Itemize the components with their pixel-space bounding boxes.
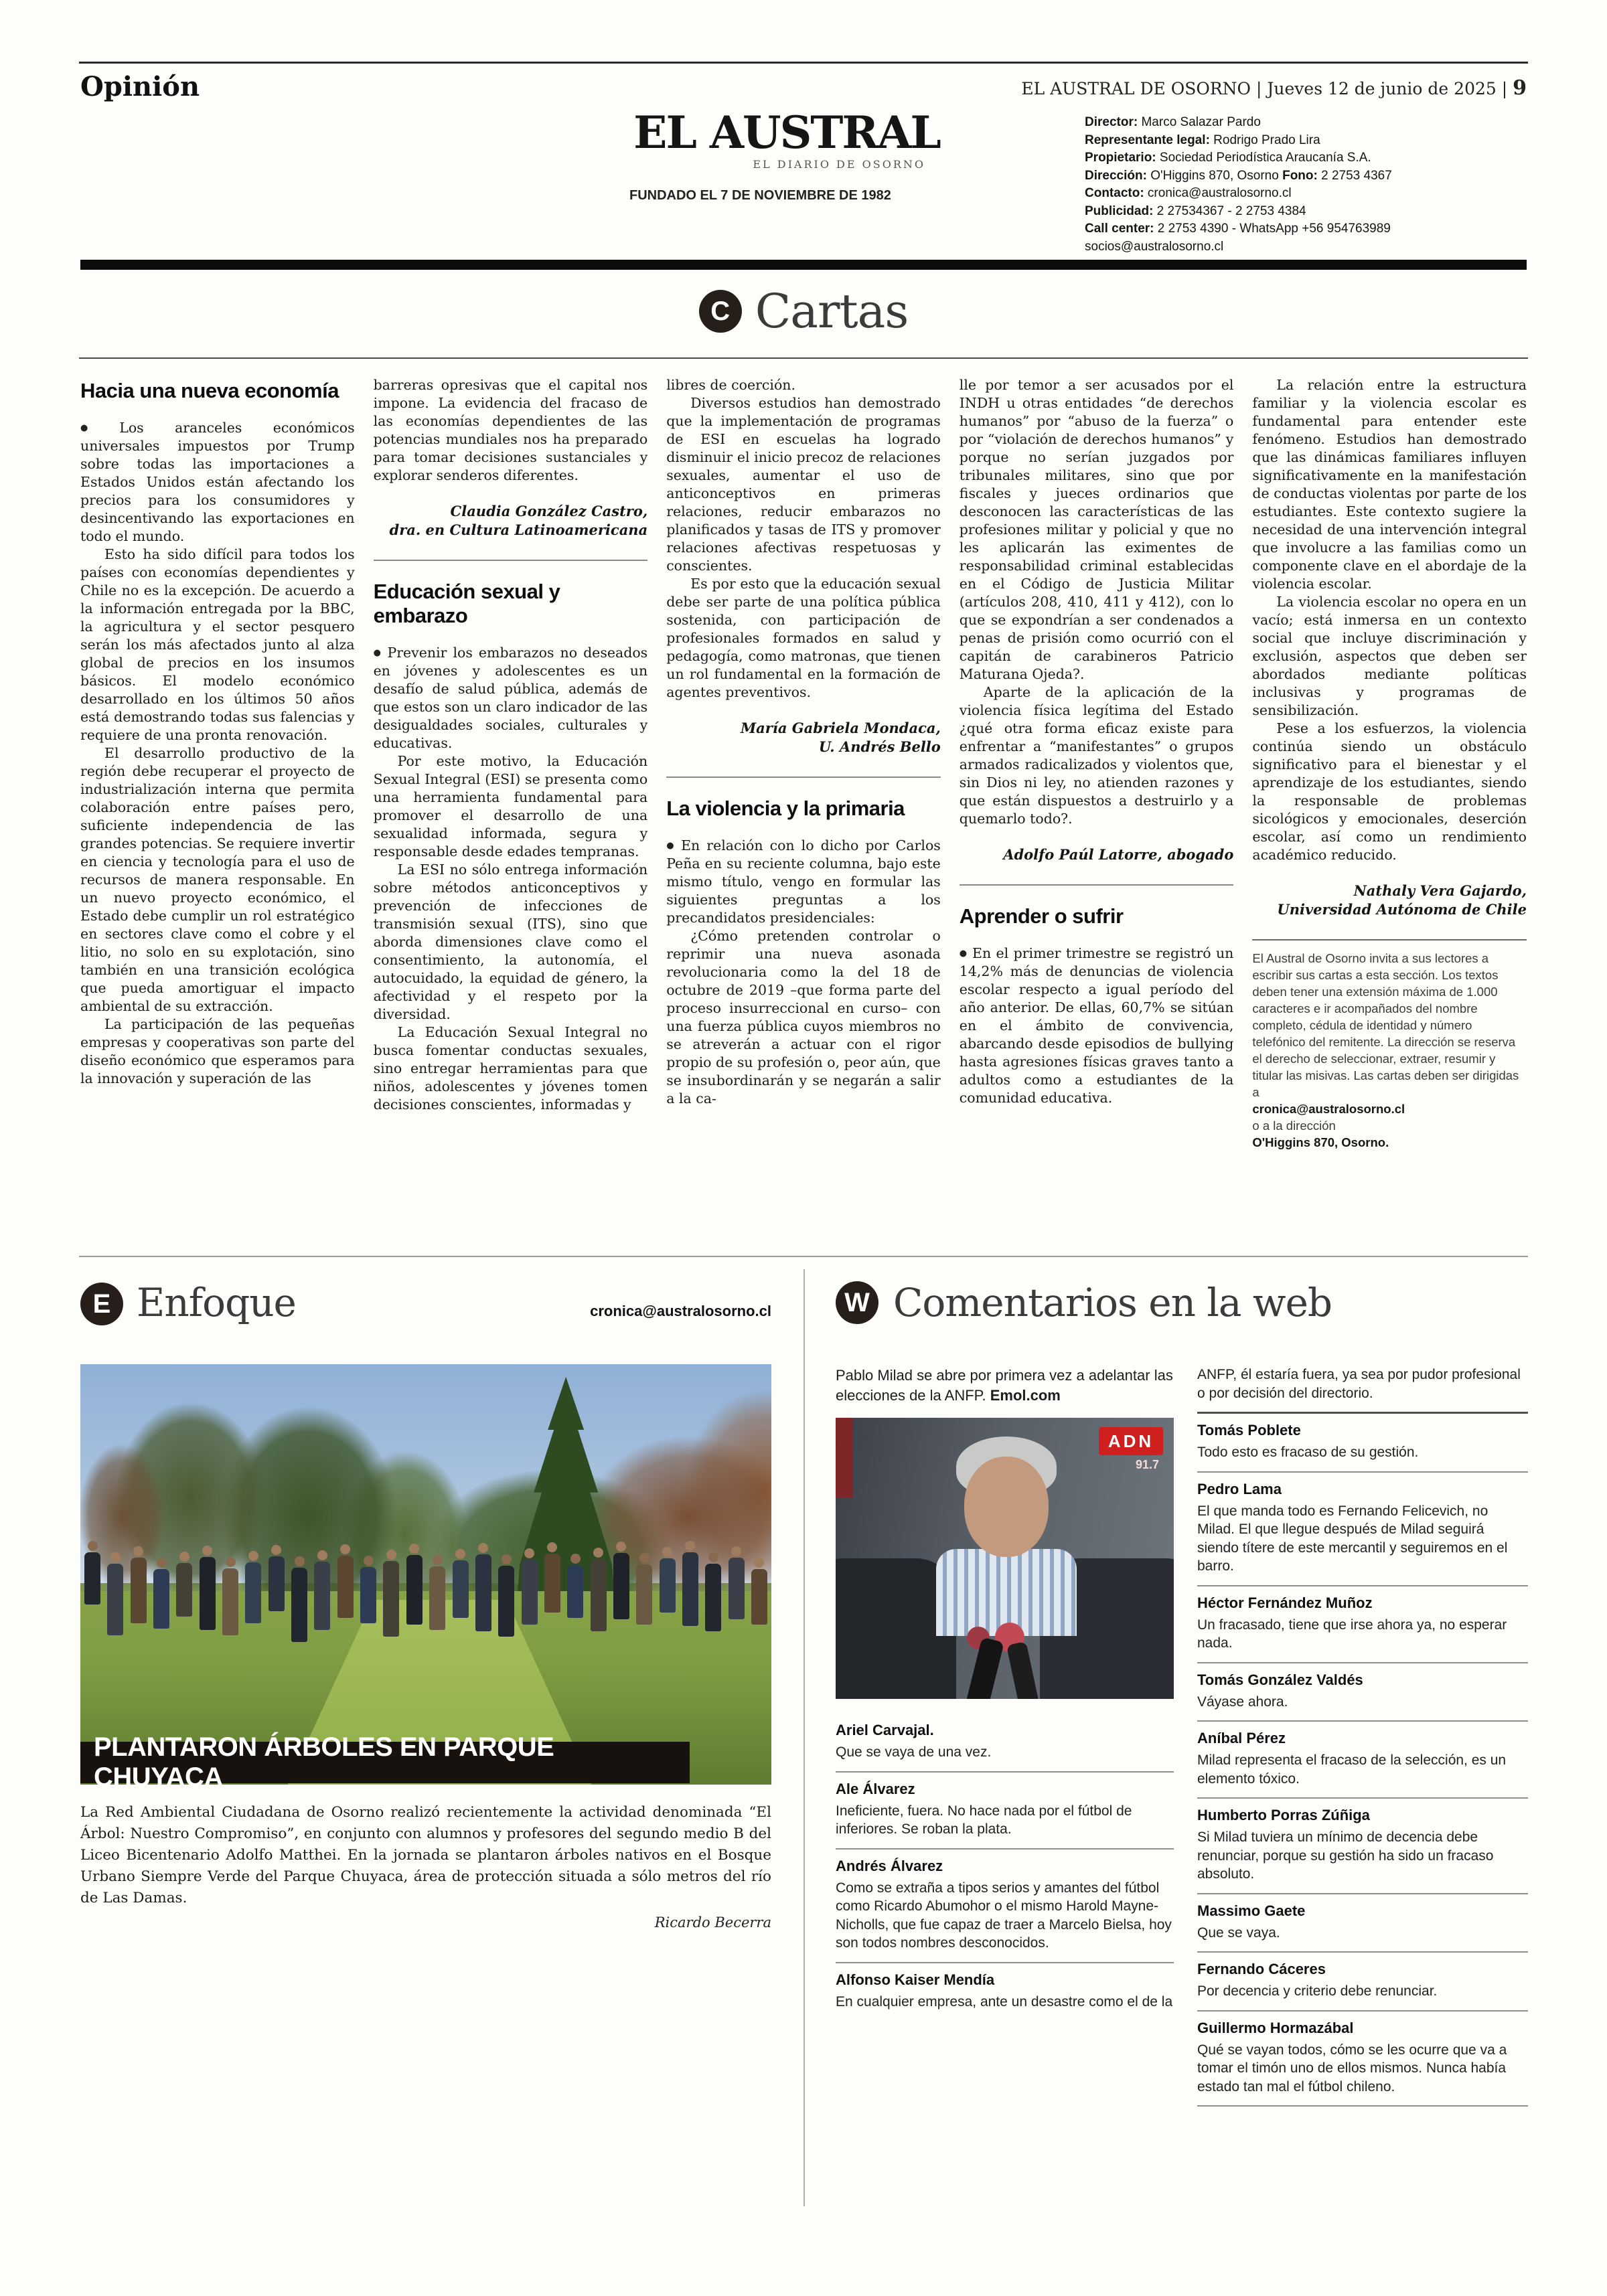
person-head <box>547 1542 557 1552</box>
person-head <box>133 1546 143 1556</box>
letter-signature <box>374 502 648 540</box>
comment-author: Fernando Cáceres <box>1197 1961 1326 1977</box>
separator: | <box>1496 79 1513 98</box>
person-body <box>429 1566 445 1630</box>
note-text: o a la dirección <box>1252 1119 1336 1133</box>
person-figure <box>544 1542 560 1613</box>
letter-title: La violencia y la primaria <box>666 797 905 820</box>
signature-line: U. Andrés Bello <box>818 738 941 755</box>
web-intro-text: Pablo Milad se abre por primera vez a adelantar las elecciones de la ANFP. <box>836 1367 1173 1404</box>
microphone-icon <box>1006 1641 1040 1699</box>
person-head <box>295 1556 305 1566</box>
photo-background-detail <box>836 1418 853 1498</box>
masthead-title: EL AUSTRAL <box>633 106 940 159</box>
letter-paragraph: Por este motivo, la Educación Sexual Integral (ESI) se presenta como una herramienta fundamental para promover el desarrollo de una sexualidad informada, segura y responsable desde edades tempranas. <box>373 753 648 859</box>
person-body <box>591 1559 607 1631</box>
paper-info-line <box>1085 167 1533 185</box>
person-head <box>502 1554 512 1564</box>
person-body <box>314 1562 330 1630</box>
person-head <box>202 1546 212 1556</box>
comment-text: Como se extraña a tipos serios y amantes del fútbol como Ricardo Abumohor o el mismo Harold Mayne-Nicholls, que fue capaz de traer a Marcelo Bielsa, hoy son todos nombres desconocidos. <box>836 1880 1172 1951</box>
person-body <box>729 1558 745 1619</box>
letter-paragraph: ● En relación con lo dicho por Carlos Peña en su reciente columna, bajo este mismo título, vengo en formular las siguientes preguntas a los precandidatos presidenciales: <box>666 837 941 926</box>
enfoque-text: La Red Ambiental Ciudadana de Osorno realizó recientemente la actividad denominada “El Árbol: Nuestro Compromiso”, en conjunto con alumnos y profesores del segundo medio B del Liceo Bicentenario Adolfo Matthei. En la jornada se plantaron árboles nativos en el Bosque Urbano Siempre Verde del Parque Chuyaca, área de protección situada a sólo metros del río de Las Damas. <box>80 1804 771 1906</box>
info-label: Dirección: <box>1085 168 1147 183</box>
comment-text: Por decencia y criterio debe renunciar. <box>1197 1983 1438 1999</box>
web-left-comments <box>836 1714 1174 2020</box>
person-figure <box>682 1541 698 1626</box>
info-value: socios@australosorno.cl <box>1085 239 1224 254</box>
info-label: Propietario: <box>1085 151 1156 165</box>
comment-text: Que se vaya. <box>1197 1924 1280 1941</box>
cartas-bottom-rule <box>79 1256 1528 1257</box>
separator: | <box>1251 79 1268 98</box>
bullet-icon: ● <box>959 949 968 959</box>
letter-signature <box>666 719 941 756</box>
letter-paragraph: ● Prevenir los embarazos no deseados en jóvenes y adolescentes es un desafío de salud pública, además de que estos son un claro indicador de las desigualdades sociales, culturales y educativas. <box>373 645 648 751</box>
letter-paragraph: El desarrollo productivo de la región debe recuperar el proyecto de industrialización interna que permita colaboración entre países pero, suficiente independencia de las grandes potencias. Se requiere invertir en ciencia y tecnología para el uso de recursos de manera responsable. En un nuevo proyecto económico, el Estado debe cumplir un rol estratégico en sectores clave como el cobre y el litio, no solo en su explotación, sino también en una transición ecológica que pueda amortiguar el impacto ambiental de su extracción. <box>80 745 355 1014</box>
person-head <box>593 1548 603 1558</box>
comment-item <box>836 1714 1174 1773</box>
info-value: Sociedad Periodística Araucanía S.A. <box>1156 151 1371 165</box>
person-body <box>176 1563 192 1617</box>
person-head <box>478 1543 488 1553</box>
milad-photo <box>836 1418 1174 1699</box>
person-body <box>200 1557 216 1630</box>
web-title: Comentarios en la web <box>893 1280 1332 1325</box>
person-figure <box>475 1543 491 1631</box>
enfoque-header <box>80 1280 771 1325</box>
person-figure <box>591 1548 607 1631</box>
letter-divider <box>374 560 648 561</box>
letter-paragraph: barreras opresivas que el capital nos impone. La evidencia del fracaso de las economías dependientes de las potencias mundiales nos ha preparado para tomar decisiones sustanciales y explorar senderos diferentes. <box>373 377 648 483</box>
comment-item <box>1197 1894 1528 1953</box>
info-label: Director: <box>1085 115 1138 129</box>
person-head <box>340 1544 350 1554</box>
person-figure <box>131 1546 147 1623</box>
photo-caption-bar: PLANTARON ÁRBOLES EN PARQUE CHUYACA <box>80 1742 690 1783</box>
person-figure <box>245 1551 261 1623</box>
letter-paragraph: lle por temor a ser acusados por el INDH u otras entidades “de derechos humanos” por “abuso de la fuerza” o por “violación de derechos humanos” y porque no serían juzgados por tribunales militares, sino que por fiscales y jueces ordinarios que desconocen las características de las profesiones militar y policial y que no les aplicarán las eximentes de responsabilidad criminal establecidas en el Código de Justicia Militar (artículos 208, 410, 411 y 412), con lo que se expondrían a ser condenados a penas de prisión como ocurrió con el capitán de carabineros Patricio Maturana Ojeda?. <box>959 377 1234 682</box>
signature-line: María Gabriela Mondaca, <box>740 720 941 736</box>
person-head <box>662 1547 672 1557</box>
person-body <box>544 1554 560 1613</box>
person-head <box>271 1545 281 1555</box>
enfoque-icon: E <box>80 1283 123 1325</box>
info-label: Call center: <box>1085 222 1154 236</box>
letter-paragraph: Diversos estudios han demostrado que la implementación de programas de ESI en escuelas ha logrado disminuir el inicio precoz de relaciones sexuales, aumentar el uso de anticonceptivos en primeras relaciones, reducir embarazos no planificados y tasas de ITS y promover relaciones afectivas respetuosas y conscientes. <box>666 395 941 574</box>
person-head <box>754 1558 764 1568</box>
comment-item <box>1197 1953 1528 2012</box>
web-intro-source: Emol.com <box>990 1387 1061 1404</box>
person-body <box>567 1565 583 1618</box>
person-body <box>751 1569 767 1625</box>
comment-author: Alfonso Kaiser Mendía <box>836 1971 995 1988</box>
person-body <box>291 1568 307 1642</box>
comment-item <box>1197 1414 1528 1473</box>
person-figure <box>613 1542 629 1619</box>
letter-divider <box>666 776 941 778</box>
letter-divider <box>960 884 1234 886</box>
comment-text: En cualquier empresa, ante un desastre como el de la <box>836 1993 1173 2010</box>
paper-info-line <box>1085 149 1533 167</box>
issue-line <box>1021 76 1527 100</box>
web-left-column <box>836 1366 1174 2020</box>
letter-paragraph: La Educación Sexual Integral no busca fomentar conductas sexuales, sino entregar herramientas para que niños, adolescentes y jóvenes tomen decisiones conscientes, informadas y <box>373 1024 648 1113</box>
person-head <box>708 1552 718 1562</box>
person-figure <box>406 1544 423 1625</box>
info-value: cronica@australosorno.cl <box>1144 186 1292 200</box>
masthead-founded: FUNDADO EL 7 DE NOVIEMBRE DE 1982 <box>629 188 891 203</box>
signature-line: Claudia González Castro, <box>450 503 648 519</box>
person-figure <box>567 1554 583 1618</box>
signature-line: Adolfo Paúl Latorre, abogado <box>1003 846 1234 863</box>
section-divider-bar <box>80 260 1527 270</box>
comment-item <box>1197 1473 1528 1586</box>
letter-paragraph: ¿Cómo pretenden controlar o reprimir una nueva asonada revolucionaria como la del 18 de octubre de 2019 –que forma parte del proceso insurreccional en curso– con una fuerza pública cuyos miembros no se atreverán a actuar con el rigor propio de su profesión o, peor aún, que se insubordinarán y se negarán a salir a la ca- <box>666 928 941 1106</box>
paper-info-line <box>1085 203 1533 221</box>
photo-crowd <box>84 1541 767 1667</box>
person-body <box>682 1552 698 1626</box>
editorial-note <box>1252 939 1527 1151</box>
person-body <box>269 1556 285 1611</box>
comment-author: Héctor Fernández Muñoz <box>1197 1594 1373 1611</box>
person-body <box>153 1569 169 1629</box>
letter-paragraph: Esto ha sido difícil para todos los países con economías dependientes y Chile no es la excepción. De acuerdo a la información entregada por la BBC, la agricultura y el sector pesquero serán los más afectados junto al alza global de precios en los insumos básicos. El modelo económico desarrollado en los últimos 50 años está demostrando todas sus falencias y requiere de una pronta renovación. <box>80 546 355 743</box>
person-figure <box>636 1553 652 1625</box>
note-text: El Austral de Osorno invita a sus lectores a escribir sus cartas a esta sección. Los textos deben tener una extensión máxima de 1.000 caracteres e ir acompañados del nombre completo, cédula de identidad y número telefónico del remitente. La dirección se reserva el derecho de seleccionar, extraer, resumir y titular las misivas. Las cartas deben ser dirigidas a <box>1252 951 1519 1099</box>
person-figure <box>453 1549 469 1618</box>
note-bold-line: cronica@australosorno.cl <box>1252 1102 1405 1116</box>
person-body <box>660 1558 676 1613</box>
note-bold-line: O'Higgins 870, Osorno. <box>1252 1135 1389 1149</box>
person-body <box>705 1564 721 1631</box>
info-label: Publicidad: <box>1085 203 1154 218</box>
enfoque-credit: Ricardo Becerra <box>654 1914 771 1931</box>
adn-frequency: 91.7 <box>1135 1458 1159 1471</box>
person-figure <box>660 1547 676 1613</box>
person-body <box>453 1560 469 1618</box>
person-figure <box>729 1546 745 1619</box>
letter-paragraph: La relación entre la estructura familiar y la violencia escolar es fundamental para entender este fenómeno. Estudios han demostrado que las dinámicas familiares influyen significativamente en la manifestación de conductas violentas por parte de los estudiantes. Este contexto sugiere la necesidad de una intervención integral que involucre a las familias como un componente clave en el abordaje de la violencia escolar. <box>1252 377 1527 592</box>
comment-text: Que se vaya de una vez. <box>836 1744 992 1760</box>
comment-item <box>836 1963 1174 2021</box>
comment-author: Ale Álvarez <box>836 1780 915 1797</box>
person-head <box>731 1546 741 1556</box>
info-label: Representante legal: <box>1085 133 1210 147</box>
person-figure <box>429 1555 445 1630</box>
person-figure <box>153 1558 169 1629</box>
letter-column <box>374 376 648 1246</box>
comment-text: Un fracasado, tiene que irse ahora ya, no esperar nada. <box>1197 1617 1507 1651</box>
person-head <box>364 1556 374 1566</box>
person-head <box>88 1541 98 1551</box>
enfoque-email: cronica@australosorno.cl <box>590 1303 771 1319</box>
comment-author: Andrés Álvarez <box>836 1857 943 1874</box>
letter-column <box>666 376 941 1246</box>
letter-column <box>1252 376 1527 1246</box>
comment-text: ANFP, él estaría fuera, ya sea por pudor profesional o por decisión del directorio. <box>1197 1367 1521 1401</box>
person-figure <box>222 1557 238 1635</box>
paper-info-line <box>1085 238 1533 256</box>
cartas-title: Cartas <box>755 284 909 339</box>
cartas-columns <box>80 376 1527 1246</box>
person-body <box>337 1556 354 1618</box>
person-figure <box>200 1546 216 1630</box>
person-body <box>406 1555 423 1625</box>
letter-paragraph: Es por esto que la educación sexual debe ser parte de una política pública sostenida, con participación de profesionales formados en salud y pedagogía, como matronas, que tienen un rol fundamental en la formación de agentes preventivos. <box>666 576 941 700</box>
comment-item <box>1197 1799 1528 1894</box>
letter-paragraph: Aparte de la aplicación de la violencia física legítima del Estado ¿qué otra forma eficaz existe para enfrentar a “manifestantes” o grupos armados radicalizados y violentos que, sin Dios ni ley, no atienden razones y que están dispuestos a destruirlo y a quemarlo todo?. <box>959 684 1234 827</box>
paper-info-line <box>1085 220 1533 238</box>
letter-paragraph: La violencia escolar no opera en un vacío; está inmersa en un contexto social que incluye discriminación y exclusión, aspectos que deben ser abordados mediante políticas inclusivas y programas de sensibilización. <box>1252 594 1527 718</box>
person-head <box>226 1557 236 1567</box>
info-label: Fono: <box>1282 168 1318 183</box>
person-body <box>84 1552 100 1605</box>
info-value: O'Higgins 870, Osorno <box>1146 168 1283 183</box>
person-body <box>245 1562 261 1623</box>
comment-author: Guillermo Hormazábal <box>1197 2019 1354 2036</box>
cartas-rule <box>79 357 1528 359</box>
cartas-header <box>0 284 1607 339</box>
letter-column <box>960 376 1234 1246</box>
web-intro <box>836 1366 1174 1406</box>
issue-date: Jueves 12 de junio de 2025 <box>1267 79 1497 98</box>
comment-text: Ineficiente, fuera. No hace nada por el fútbol de inferiores. Se roban la plata. <box>836 1803 1132 1837</box>
info-value: 2 2753 4367 <box>1317 168 1392 183</box>
info-label: Contacto: <box>1085 186 1144 200</box>
person-figure <box>176 1552 192 1617</box>
letter-signature <box>1252 882 1527 919</box>
signature-line: Nathaly Vera Gajardo, <box>1353 882 1527 899</box>
person-body <box>636 1564 652 1625</box>
person-body <box>131 1558 147 1623</box>
info-value: Marco Salazar Pardo <box>1138 115 1261 129</box>
adn-logo: ADN <box>1099 1427 1163 1455</box>
person-figure <box>498 1554 514 1637</box>
comment-item <box>1197 1663 1528 1722</box>
person-figure <box>107 1552 123 1635</box>
web-header <box>836 1280 1332 1325</box>
web-right-column <box>1197 1366 1528 2107</box>
comment-author: Humberto Porras Zúñiga <box>1197 1807 1370 1823</box>
person-figure <box>291 1556 307 1642</box>
letter-paragraph: ● Los aranceles económicos universales impuestos por Trump sobre todas las importaciones a Estados Unidos están afectando los precios para los consumidores y desincentivando las exportaciones en todo el mundo. <box>80 420 355 544</box>
letter-title: Educación sexual y embarazo <box>373 580 560 627</box>
bullet-icon: ● <box>80 423 115 433</box>
person-body <box>613 1553 629 1619</box>
person-head <box>524 1548 534 1558</box>
person-head <box>409 1544 419 1554</box>
cartas-icon: C <box>699 290 742 333</box>
person-head <box>455 1549 465 1559</box>
letter-title: Hacia una nueva economía <box>80 379 339 402</box>
person-body <box>498 1566 514 1637</box>
comment-item <box>1197 2012 1528 2107</box>
person-body <box>107 1564 123 1635</box>
comment-author: Tomás Poblete <box>1197 1422 1301 1439</box>
person-head <box>317 1550 327 1560</box>
photo-face <box>964 1457 1049 1557</box>
person-head <box>433 1555 443 1565</box>
letter-paragraph: Pese a los esfuerzos, la violencia continúa siendo un obstáculo significativo para el bienestar y el aprendizaje de los estudiantes, siendo la responsable de problemas sicológicos y emocionales, deserción escolar, así como un rendimiento académico reducido. <box>1252 720 1527 863</box>
person-head <box>110 1552 121 1562</box>
paper-info-block <box>1085 114 1533 256</box>
bullet-icon: ● <box>373 648 383 658</box>
enfoque-title: Enfoque <box>137 1280 296 1325</box>
section-title: Opinión <box>80 71 200 102</box>
paper-info-line <box>1085 114 1533 132</box>
person-head <box>386 1550 396 1560</box>
person-figure <box>337 1544 354 1618</box>
letter-paragraph: La ESI no sólo entrega información sobre métodos anticonceptivos y prevención de infecciones de transmisión sexual (ITS), sino que aborda dimensiones clave como el consentimiento, la autonomía, el autocuidado, la equidad de género, la afectividad y el respeto por la diversidad. <box>373 862 648 1022</box>
letter-paragraph: libres de coerción. <box>666 377 796 393</box>
comment-item <box>1197 1586 1528 1663</box>
comment-author: Massimo Gaete <box>1197 1902 1306 1919</box>
comment-item <box>836 1850 1174 1963</box>
comment-text: Qué se vayan todos, cómo se les ocurre que va a tomar el timón uno de ellos mismos. Nunca había estado tan mal el fútbol chileno. <box>1197 2042 1507 2095</box>
person-figure <box>360 1556 376 1623</box>
comment-text: El que manda todo es Fernando Felicevich, no Milad. El que llegue después de Milad seguirá siendo títere de este mercantil y seguiremos en el barro. <box>1197 1503 1508 1574</box>
person-head <box>616 1542 626 1552</box>
person-figure <box>269 1545 285 1611</box>
person-body <box>222 1568 238 1635</box>
person-body <box>475 1554 491 1631</box>
person-figure <box>522 1548 538 1625</box>
person-body <box>360 1567 376 1623</box>
person-body <box>383 1561 399 1637</box>
paper-info-line <box>1085 185 1533 203</box>
comment-item <box>836 1773 1174 1850</box>
comment-author: Aníbal Pérez <box>1197 1730 1286 1746</box>
person-head <box>685 1541 695 1551</box>
signature-line: Universidad Autónoma de Chile <box>1277 901 1527 918</box>
person-figure <box>84 1541 100 1605</box>
letter-column <box>80 376 355 1246</box>
person-head <box>639 1553 649 1563</box>
bullet-icon: ● <box>666 841 677 851</box>
comment-author: Pedro Lama <box>1197 1480 1282 1497</box>
paper-name: EL AUSTRAL DE OSORNO <box>1021 79 1251 98</box>
person-head <box>157 1558 167 1568</box>
person-figure <box>751 1558 767 1625</box>
person-figure <box>314 1550 330 1630</box>
web-right-comments <box>1197 1366 1528 2107</box>
person-body <box>522 1560 538 1625</box>
masthead <box>629 106 944 203</box>
info-value: 2 27534367 - 2 2753 4384 <box>1153 203 1306 218</box>
comment-author: Tomás González Valdés <box>1197 1671 1363 1688</box>
person-figure <box>383 1550 399 1637</box>
person-figure <box>705 1552 721 1631</box>
header-rule <box>79 62 1528 64</box>
comment-item <box>1197 1722 1528 1799</box>
comment-text: Váyase ahora. <box>1197 1694 1288 1710</box>
info-value: Rodrigo Prado Lira <box>1209 133 1320 147</box>
person-head <box>179 1552 189 1562</box>
comment-text: Todo esto es fracaso de su gestión. <box>1197 1445 1419 1460</box>
letter-signature <box>960 845 1234 864</box>
web-icon: W <box>836 1281 878 1324</box>
signature-line: dra. en Cultura Latinoamericana <box>389 521 648 538</box>
comment-author: Ariel Carvajal. <box>836 1722 934 1738</box>
comment-item <box>1197 1366 1528 1414</box>
comment-text: Milad representa el fracaso de la selección, es un elemento tóxico. <box>1197 1752 1507 1787</box>
letter-title: Aprender o sufrir <box>959 904 1124 928</box>
bottom-vertical-divider <box>804 1269 805 2206</box>
letter-paragraph: ● En el primer trimestre se registró un 14,2% más de denuncias de violencia escolar respecto a igual período del año anterior. De ellas, 60,7% se sitúan en el ámbito de convivencia, abarcando desde episodios de bullying hasta agresiones físicas graves tanto a adultos como a estudiantes de la comunidad educativa. <box>959 945 1234 1106</box>
masthead-subtitle: EL DIARIO DE OSORNO <box>753 158 925 171</box>
info-value: 2 2753 4390 - WhatsApp +56 954763989 <box>1154 222 1391 236</box>
enfoque-body <box>80 1802 771 1931</box>
page-number: 9 <box>1513 76 1527 100</box>
person-head <box>570 1554 581 1564</box>
paper-info-line <box>1085 132 1533 150</box>
letter-paragraph: La participación de las pequeñas empresas y cooperativas son parte del diseño económico que esperamos para la innovación y superación de las <box>80 1016 355 1086</box>
enfoque-photo <box>80 1364 771 1785</box>
comment-text: Si Milad tuviera un mínimo de decencia debe renunciar, porque su gestión ha sido un fracaso absoluto. <box>1197 1829 1494 1882</box>
person-head <box>248 1551 258 1561</box>
